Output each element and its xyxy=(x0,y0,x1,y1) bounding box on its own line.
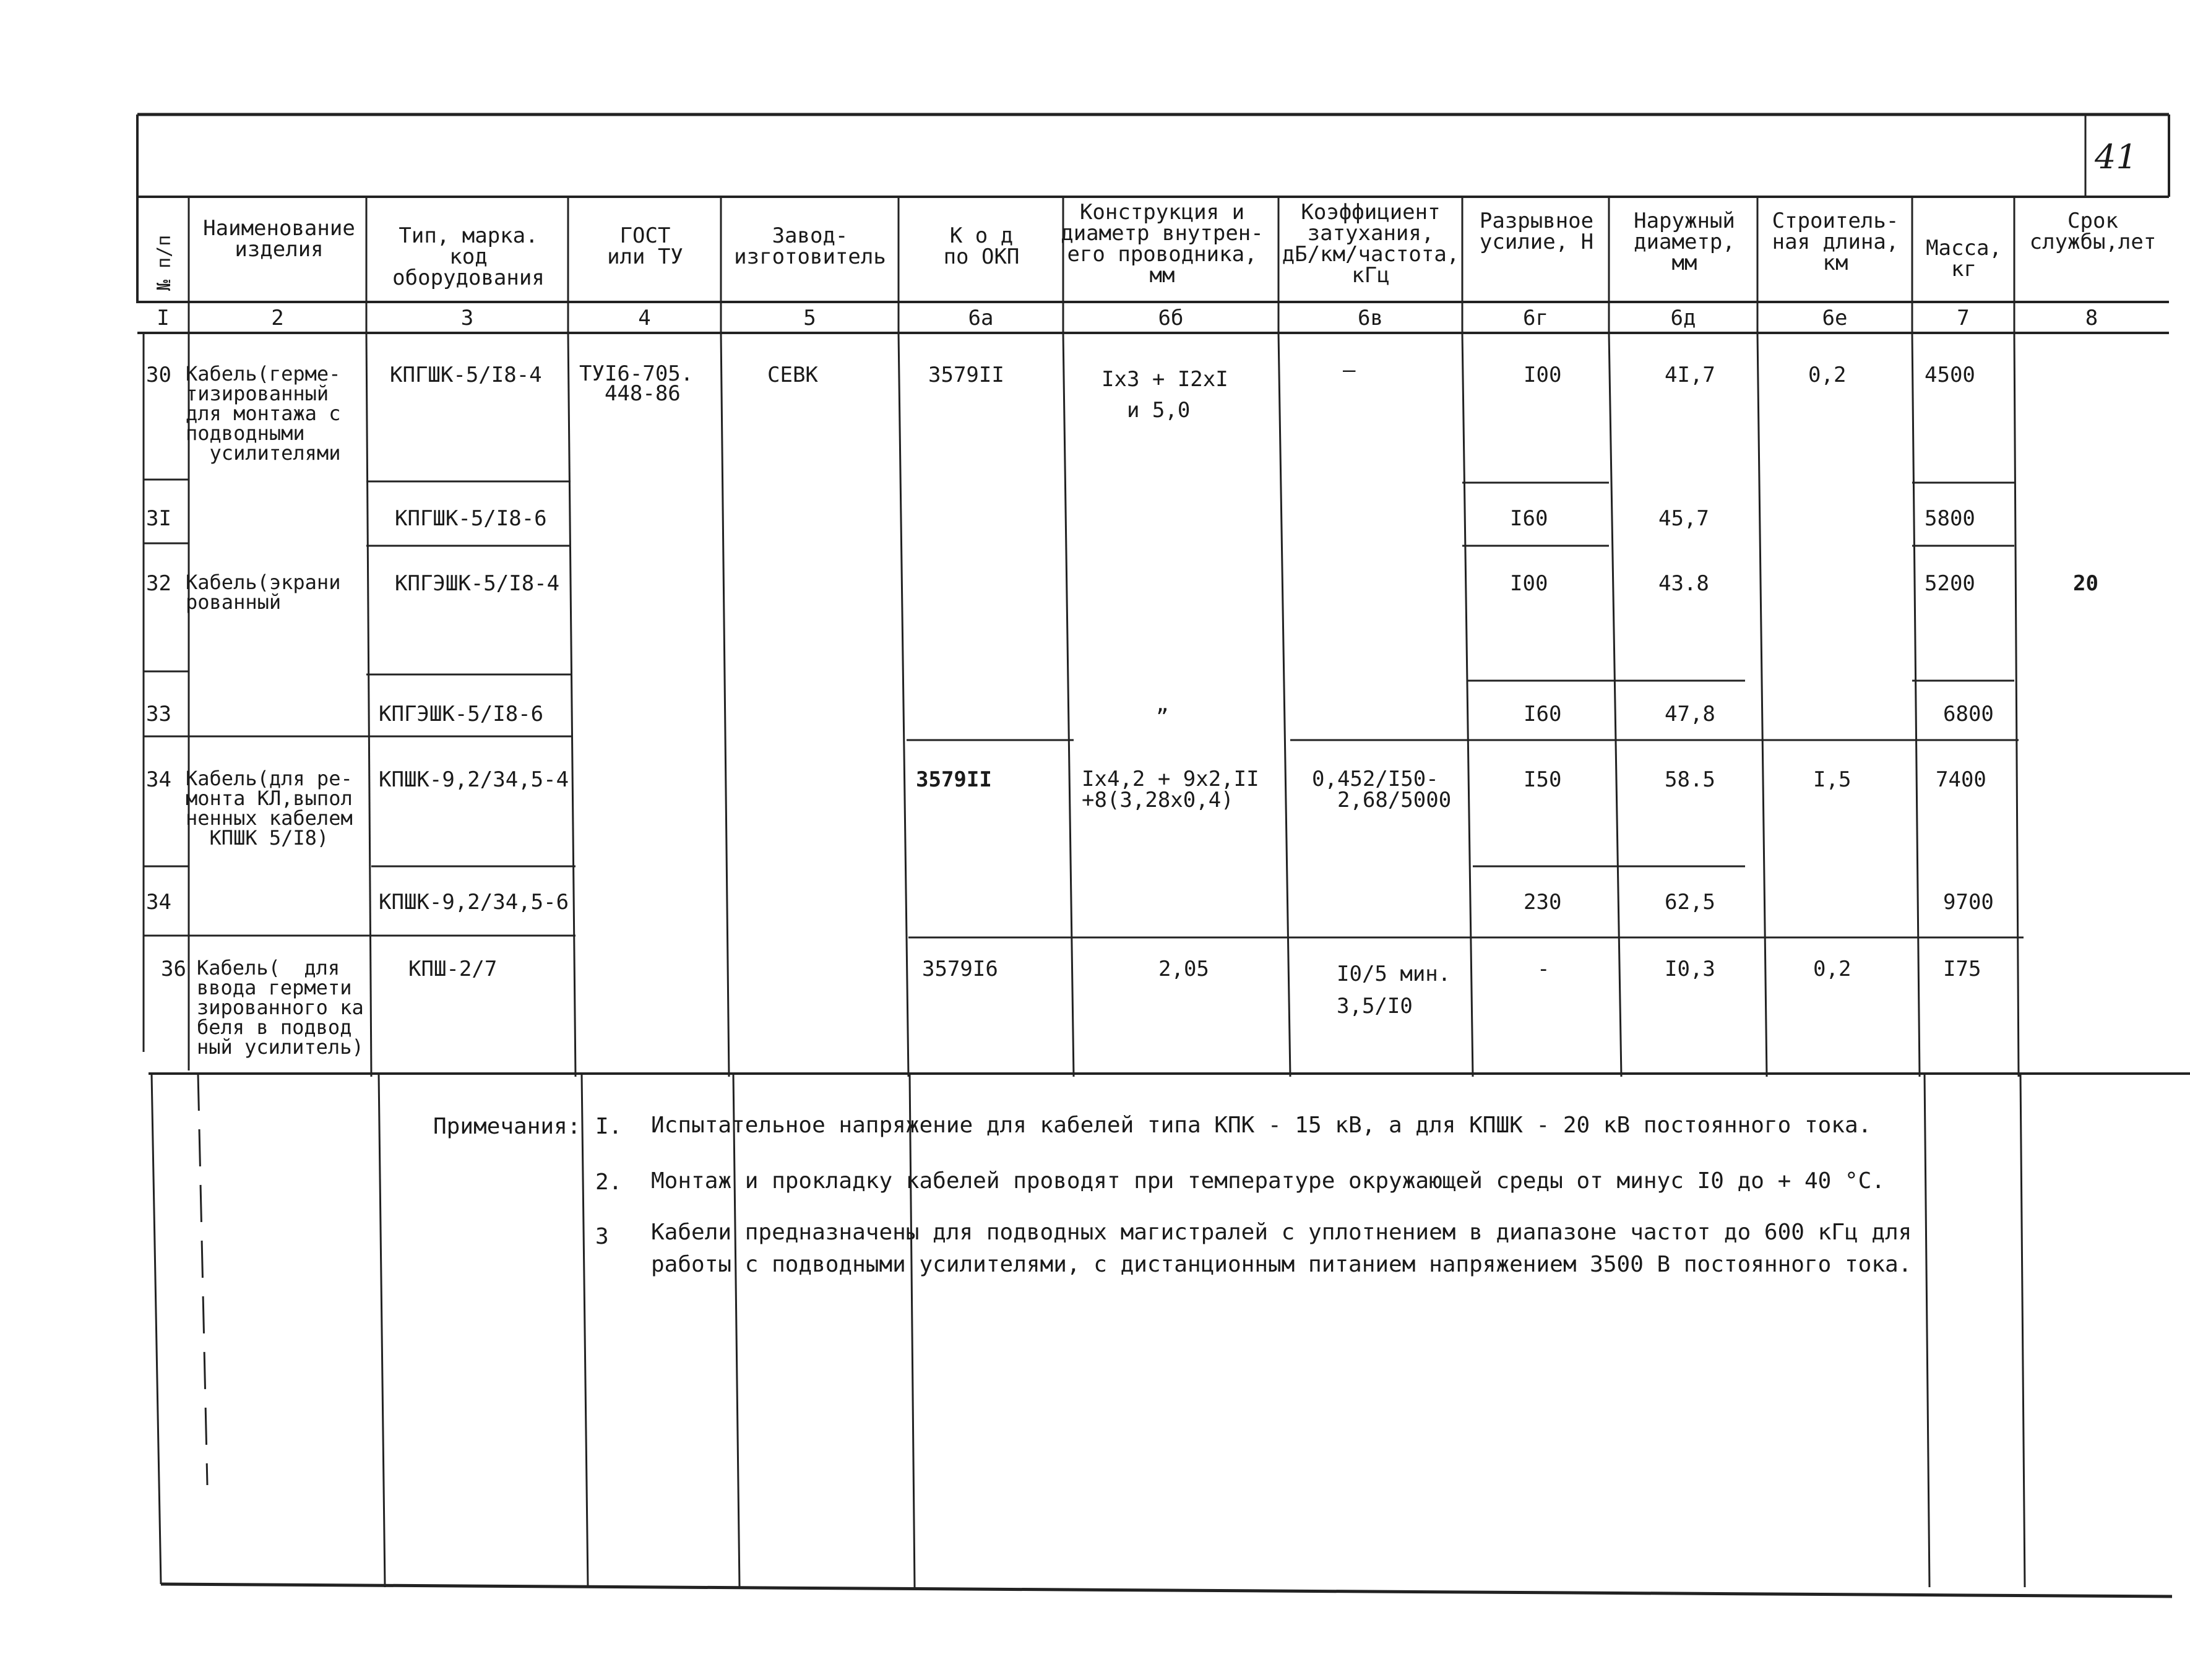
row-32-breaking-force: I00 xyxy=(1510,571,1548,596)
row-30-breaking-force: I00 xyxy=(1524,363,1562,387)
header-gost: ГОСТ или ТУ xyxy=(607,223,683,269)
row-32-number: 32 xyxy=(146,571,171,596)
colnum-7: 7 xyxy=(1957,306,1970,330)
row-36-outer-diameter: I0,3 xyxy=(1665,957,1715,981)
row-34b-outer-diameter: 62,5 xyxy=(1665,890,1715,915)
row-30-mass: 4500 xyxy=(1925,363,1975,387)
row-36-okp: 3579I6 xyxy=(922,957,998,981)
row-31-outer-diameter: 45,7 xyxy=(1658,506,1709,531)
row-32-mass: 5200 xyxy=(1925,571,1975,596)
row-34-mass: 7400 xyxy=(1936,767,1986,792)
note-1-number: I. xyxy=(595,1114,623,1139)
row-36-name: Кабель( для ввода гермети зированного ка беля в подвод ный усилитель) xyxy=(197,956,364,1059)
row-30-number: 30 xyxy=(146,363,171,387)
colnum-6e: 6е xyxy=(1822,306,1848,330)
row-36-length: 0,2 xyxy=(1813,957,1852,981)
row-36-number: 36 xyxy=(161,957,186,981)
row-31-number: 3I xyxy=(146,506,171,531)
row-30-outer-diameter: 4I,7 xyxy=(1665,363,1715,387)
row-34-attenuation: 0,452/I50- 2,68/5000 xyxy=(1312,767,1452,812)
colnum-6a: 6а xyxy=(968,306,994,330)
row-36-mass: I75 xyxy=(1943,957,1981,981)
colnum-1: I xyxy=(157,306,170,330)
colnum-4: 4 xyxy=(638,306,651,330)
header-number: № п/п xyxy=(153,235,175,291)
row-33-breaking-force: I60 xyxy=(1524,702,1562,726)
row-30-gost: ТУI6-705. 448-86 xyxy=(579,361,694,406)
row-34b-mass: 9700 xyxy=(1943,890,1994,915)
row-32-name: Кабель(экрани рованный xyxy=(186,571,341,614)
row-31-breaking-force: I60 xyxy=(1510,506,1548,531)
page-number: 41 xyxy=(2095,137,2137,176)
row-30-name: Кабель(герме- тизированный для монтажа с подводными усилителями xyxy=(186,362,341,465)
row-34b-type: КПШК-9,2/34,5-6 xyxy=(379,890,569,915)
row-32-outer-diameter: 43.8 xyxy=(1658,571,1709,596)
row-33-type: КПГЭШК-5/I8-6 xyxy=(379,702,544,726)
row-33-mass: 6800 xyxy=(1943,702,1994,726)
row-30-okp: 3579II xyxy=(928,363,1004,387)
header-okp: К о д по ОКП xyxy=(943,223,1020,269)
header-name: Наименование изделия xyxy=(203,216,355,262)
header-outer-diameter: Наружный диаметр, мм xyxy=(1634,209,1735,275)
row-36-breaking-force: - xyxy=(1537,957,1550,981)
row-33-outer-diameter: 47,8 xyxy=(1665,702,1715,726)
row-34-okp: 3579II xyxy=(916,767,992,792)
header-construction: Конструкция и диаметр внутрен- его проводника, мм xyxy=(1061,200,1264,288)
colnum-8: 8 xyxy=(2085,306,2098,330)
row-34b-breaking-force: 230 xyxy=(1524,890,1562,915)
notes-label: Примечания: xyxy=(433,1114,581,1139)
row-30-type: КПГШК-5/I8-4 xyxy=(390,363,542,387)
row-33-number: 33 xyxy=(146,702,171,726)
row-30-length: 0,2 xyxy=(1808,363,1847,387)
row-34-outer-diameter: 58.5 xyxy=(1665,767,1715,792)
row-34-number: 34 xyxy=(146,767,171,792)
note-3-text: Кабели предназначены для подводных магистралей с уплотнением в диапазоне частот до 600 кГц для работы с подводными усилителями, с дистанционным питанием напряжением 3500 В постоянного тока. xyxy=(651,1220,1912,1277)
service-life-value: 20 xyxy=(2073,571,2098,596)
note-3-number: 3 xyxy=(595,1224,609,1249)
row-34b-number: 34 xyxy=(146,890,171,915)
row-36-type: КПШ-2/7 xyxy=(408,957,498,981)
row-34-type: КПШК-9,2/34,5-4 xyxy=(379,767,569,792)
header-type: Тип, марка. код оборудования xyxy=(392,223,545,290)
colnum-3: 3 xyxy=(460,306,474,330)
colnum-6g: 6г xyxy=(1523,306,1548,330)
colnum-6b: 6б xyxy=(1158,306,1184,330)
header-attenuation: Коэффициент затухания, дБ/км/частота, кГц xyxy=(1282,200,1460,288)
header-maker: Завод- изготовитель xyxy=(734,223,886,269)
colnum-5: 5 xyxy=(803,306,816,330)
row-32-type: КПГЭШК-5/I8-4 xyxy=(395,571,560,596)
header-mass: Масса, кг xyxy=(1926,236,2002,282)
colnum-6d: 6д xyxy=(1670,306,1696,330)
note-1-text: Испытательное напряжение для кабелей типа КПК - 15 кВ, а для КПШК - 20 кВ постоянного тока. xyxy=(651,1113,1872,1138)
row-34-breaking-force: I50 xyxy=(1524,767,1562,792)
row-30-attenuation: — xyxy=(1343,358,1356,382)
row-34-length: I,5 xyxy=(1813,767,1852,792)
note-2-text: Монтаж и прокладку кабелей проводят при температуре окружающей среды от минус I0 до + 40 °С. xyxy=(651,1168,1885,1194)
row-30-maker: СЕВК xyxy=(767,363,818,387)
row-33-construction: „ xyxy=(1156,692,1169,717)
note-2-number: 2. xyxy=(595,1170,623,1195)
row-36-attenuation: I0/5 мин. 3,5/I0 xyxy=(1337,962,1451,1019)
row-31-mass: 5800 xyxy=(1925,506,1975,531)
header-breaking-force: Разрывное усилие, Н xyxy=(1479,209,1594,254)
colnum-2: 2 xyxy=(271,306,284,330)
header-service-life: Срок службы,лет xyxy=(2029,209,2157,254)
header-construction-length: Строитель- ная длина, км xyxy=(1772,209,1899,275)
row-34-name: Кабель(для ре- монта КЛ,выпол ненных кабелем КПШК 5/I8) xyxy=(186,767,353,850)
row-31-type: КПГШК-5/I8-6 xyxy=(395,506,547,531)
colnum-6v: 6в xyxy=(1358,306,1383,330)
row-36-construction: 2,05 xyxy=(1158,957,1209,981)
row-34-construction: Iх4,2 + 9х2,II +8(3,28х0,4) xyxy=(1082,767,1259,812)
row-30-construction: Iх3 + I2хI и 5,0 xyxy=(1101,367,1228,423)
